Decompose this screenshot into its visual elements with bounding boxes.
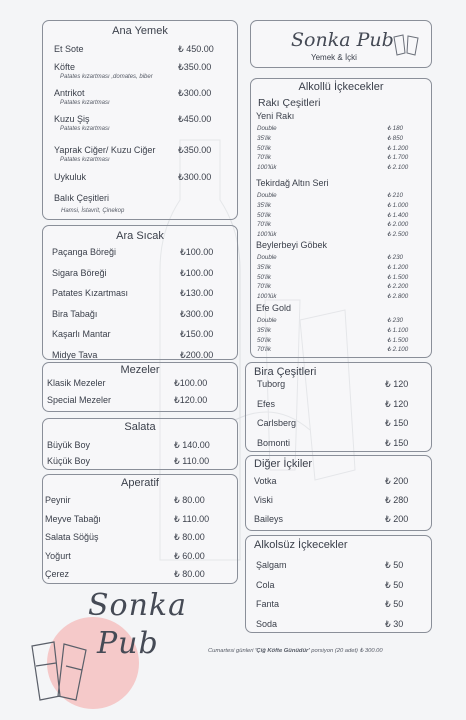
raki-size: Double — [257, 317, 277, 324]
menu-item-price: ₺ 80.00 — [174, 532, 205, 542]
raki-brand-name: Yeni Rakı — [256, 111, 295, 121]
raki-size: 70'lik — [257, 221, 271, 229]
menu-item-price: ₺ 50 — [385, 599, 404, 609]
footer-note-highlight: 'Çiğ Köfte Günüdür' — [255, 648, 310, 654]
menu-item-name: Paçanga Böreği — [52, 247, 117, 257]
raki-brand-name: Efe Gold — [256, 303, 292, 313]
menu-item-name: Et Sote — [54, 44, 84, 54]
menu-item-name: Fanta — [256, 599, 280, 609]
raki-price: ₺ 2.100 — [387, 164, 409, 172]
glasses-icon — [28, 636, 98, 704]
menu-item-price: ₺100.00 — [180, 247, 214, 257]
raki-size: 35'lik — [257, 201, 271, 209]
raki-size: 70'lik — [257, 283, 271, 291]
raki-price: ₺ 1.200 — [387, 263, 409, 271]
menu-item-note: Patates kızartması ,domates, biber — [60, 74, 153, 80]
raki-price: ₺ 1.700 — [387, 154, 409, 162]
menu-item-name: Carlsberg — [257, 418, 297, 428]
menu-item-note: Patates kızartması — [60, 126, 110, 132]
raki-size: 100'lük — [257, 231, 277, 239]
menu-item-name: Klasik Mezeler — [47, 378, 106, 388]
menu-item-name: Yoğurt — [45, 550, 71, 561]
menu-item-name: Balık Çeşitleri — [54, 193, 110, 203]
alkollu-title: Alkollü İçkecekler — [298, 81, 384, 93]
menu-item-note: Hamsi, İstavrit, Çinekop — [61, 208, 125, 214]
menu-item-name: Cola — [256, 579, 275, 590]
raki-price: ₺ 1.200 — [387, 144, 409, 152]
raki-price: ₺ 180 — [387, 125, 403, 132]
menu-item-name: Viski — [254, 495, 273, 505]
raki-size: Double — [257, 254, 277, 261]
raki-price: ₺ 850 — [387, 134, 403, 142]
menu-item-price: ₺ 150 — [385, 418, 409, 428]
menu-item-price: ₺300.00 — [178, 172, 212, 182]
menu-item-name: Küçük Boy — [47, 456, 91, 466]
menu-item-name: Antrikot — [54, 88, 85, 98]
menu-item-price: ₺ 120 — [385, 398, 409, 409]
menu-item-name: Kaşarlı Mantar — [52, 329, 111, 339]
raki-brand-name: Beylerbeyi Göbek — [256, 240, 328, 250]
raki-size: 50'lik — [257, 211, 271, 219]
salata-title: Salata — [124, 421, 156, 433]
footer-note — [208, 648, 383, 654]
raki-price: ₺ 2.000 — [387, 221, 409, 229]
menu-item-price: ₺ 30 — [385, 618, 404, 629]
menu-item-name: Tuborg — [257, 379, 286, 389]
menu-item-name: Votka — [254, 476, 277, 486]
raki-price: ₺ 2.800 — [387, 293, 409, 301]
menu-item-price: ₺120.00 — [174, 395, 208, 405]
menu-item-price: ₺ 50 — [385, 560, 404, 570]
menu-item-name: Köfte — [54, 62, 76, 72]
raki-price: ₺ 2.500 — [387, 231, 409, 239]
raki-price: ₺ 230 — [387, 254, 403, 261]
menu-item-price: ₺ 80.00 — [174, 569, 205, 579]
raki-price: ₺ 1.100 — [387, 326, 409, 334]
raki-price: ₺ 1.400 — [387, 211, 409, 219]
raki-brand-name: Tekirdağ Altın Seri — [256, 178, 329, 188]
menu-item-price: ₺300.00 — [180, 308, 214, 319]
menu-item-price: ₺ 150 — [385, 437, 409, 448]
menu-item-name: Uykuluk — [54, 172, 87, 182]
menu-item-name: Midye Tava — [52, 349, 98, 360]
menu-item-name: Patates Kızartması — [52, 288, 129, 298]
menu-item-name: Çerez — [45, 569, 70, 579]
raki-size: 100'lük — [257, 293, 277, 301]
raki-price: ₺ 210 — [387, 192, 403, 199]
menu-item-name: Bomonti — [257, 437, 291, 448]
menu-item-price: ₺350.00 — [178, 145, 212, 155]
menu-item-price: ₺ 200 — [385, 514, 409, 524]
raki-size: Double — [257, 125, 277, 132]
raki-size: 35'lik — [257, 263, 271, 271]
header-tagline: Yemek & İçki — [311, 53, 357, 62]
glasses-icon — [391, 31, 423, 57]
raki-price: ₺ 2.200 — [387, 283, 409, 291]
raki-size: 70'lik — [257, 346, 271, 354]
raki-price: ₺ 2.100 — [387, 346, 409, 354]
raki-size: 50'lik — [257, 144, 271, 152]
menu-item-name: Bira Tabağı — [52, 308, 98, 319]
menu-item-price: ₺300.00 — [178, 88, 212, 98]
ana-yemek-title: Ana Yemek — [112, 25, 168, 37]
footer-note-suffix: porsiyon (20 adet) ₺ 300.00 — [309, 648, 383, 654]
menu-item-price: ₺350.00 — [178, 62, 212, 72]
menu-item-note: Patates kızartması — [60, 157, 110, 163]
menu-item-price: ₺150.00 — [180, 329, 214, 339]
bira-title: Bira Çeşitleri — [254, 366, 317, 378]
menu-item-price: ₺ 200 — [385, 476, 409, 486]
menu-item-name: Peynir — [45, 495, 71, 505]
menu-item-price: ₺ 450.00 — [178, 44, 214, 54]
raki-size: 100'lük — [257, 164, 277, 172]
diger-title: Diğer İçkiler — [254, 458, 313, 470]
raki-price: ₺ 230 — [387, 317, 403, 324]
menu-item-price: ₺200.00 — [180, 349, 214, 360]
footer-note-prefix: Cumartesi günleri — [208, 648, 256, 654]
footer-logo-line2: Pub — [97, 626, 159, 661]
raki-size: Double — [257, 192, 277, 199]
footer-logo-line1: Sonka — [88, 588, 187, 623]
menu-item-price: ₺ 140.00 — [174, 440, 210, 450]
ara-sicak-title: Ara Sıcak — [116, 230, 164, 242]
aperatif-title: Aperatif — [121, 477, 159, 489]
alkolsuz-title: Alkolsüz İçkecekler — [254, 539, 348, 551]
menu-item-name: Şalgam — [256, 560, 287, 570]
menu-item-price: ₺ 280 — [385, 495, 409, 505]
menu-item-price: ₺ 50 — [385, 579, 404, 590]
raki-price: ₺ 1.500 — [387, 273, 409, 281]
menu-item-note: Patates kızartması — [60, 100, 110, 106]
menu-item-price: ₺ 60.00 — [174, 550, 205, 561]
menu-item-name: Baileys — [254, 514, 284, 524]
menu-item-name: Sigara Böreği — [52, 267, 107, 278]
menu-item-name: Efes — [257, 398, 276, 409]
menu-item-price: ₺130.00 — [180, 288, 214, 298]
aperatif-box — [42, 474, 238, 584]
raki-size: 50'lik — [257, 336, 271, 344]
menu-item-name: Yaprak Ciğer/ Kuzu Ciğer — [54, 145, 156, 155]
menu-item-name: Büyük Boy — [47, 440, 91, 450]
menu-item-name: Kuzu Şiş — [54, 114, 90, 124]
raki-size: 70'lik — [257, 154, 271, 162]
menu-item-price: ₺ 80.00 — [174, 495, 205, 505]
menu-item-name: Salata Söğüş — [45, 532, 99, 542]
raki-price: ₺ 1.000 — [387, 201, 409, 209]
header-logo: Sonka Pub — [291, 29, 394, 51]
menu-item-name: Special Mezeler — [47, 395, 112, 405]
menu-item-price: ₺ 110.00 — [174, 513, 210, 524]
menu-item-price: ₺100.00 — [174, 378, 208, 388]
mezeler-title: Mezeler — [120, 364, 160, 376]
raki-size: 35'lik — [257, 134, 271, 142]
menu-item-price: ₺ 110.00 — [174, 456, 210, 466]
raki-price: ₺ 1.500 — [387, 336, 409, 344]
menu-item-name: Soda — [256, 618, 278, 629]
menu-item-price: ₺ 120 — [385, 379, 409, 389]
menu-item-name: Meyve Tabağı — [45, 513, 101, 524]
menu-item-price: ₺100.00 — [180, 267, 214, 278]
menu-item-price: ₺450.00 — [178, 114, 212, 124]
header-logo-box — [250, 20, 432, 68]
raki-title: Rakı Çeşitleri — [258, 97, 321, 109]
raki-size: 35'lik — [257, 326, 271, 334]
raki-size: 50'lik — [257, 273, 271, 281]
